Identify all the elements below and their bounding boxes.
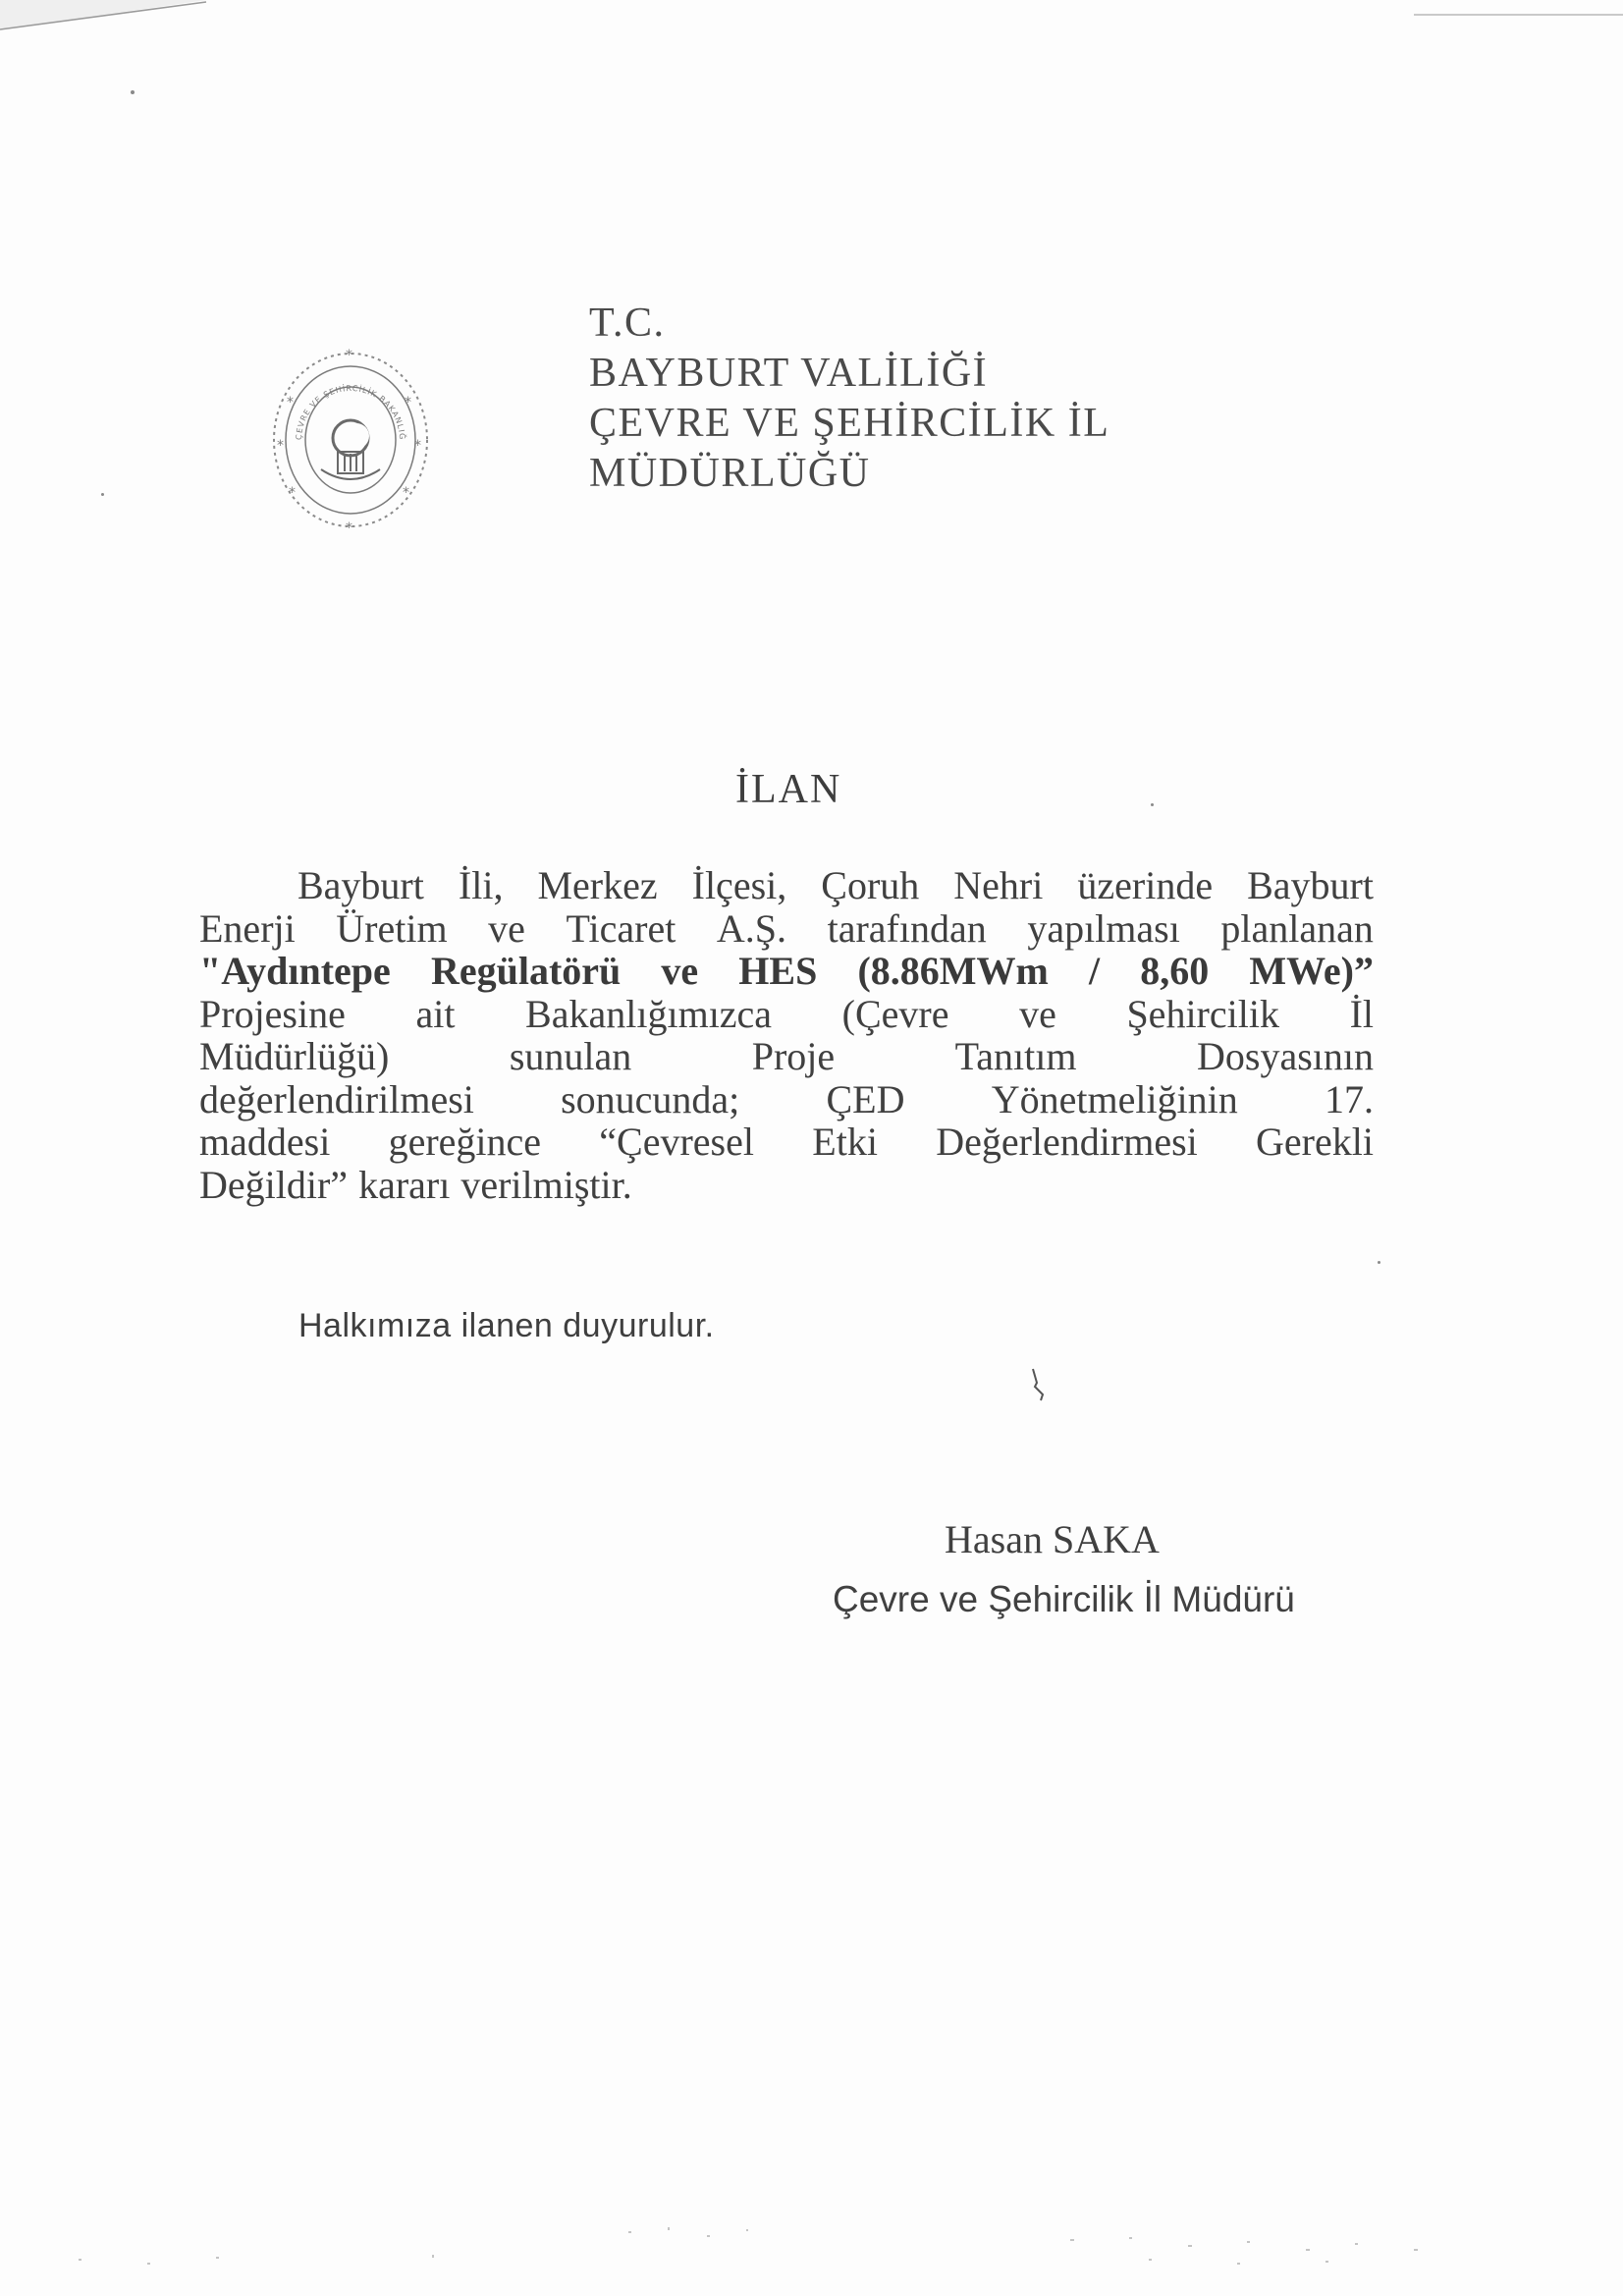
body-line-5: [199, 1035, 1374, 1078]
body-word: A.Ş.: [716, 905, 787, 951]
body-word: Bakanlığımızca: [525, 991, 773, 1036]
body-word: ait: [415, 991, 456, 1036]
scan-speck: [101, 493, 104, 496]
body-word: üzerinde: [1077, 863, 1214, 907]
body-word: HES: [738, 949, 818, 993]
body-word: değerlendirilmesi: [199, 1076, 474, 1121]
body-word: ve: [1019, 991, 1056, 1036]
body-line-6: [199, 1078, 1374, 1121]
body-word: kararı: [358, 1162, 451, 1207]
body-word: Bayburt: [1247, 863, 1374, 907]
body-word: verilmiştir.: [460, 1162, 632, 1207]
scan-speck: [1378, 1261, 1380, 1264]
body-word: İli,: [458, 863, 504, 907]
notice-body: [199, 864, 1374, 1206]
body-word: Şehircilik: [1126, 991, 1279, 1036]
body-word: Merkez: [537, 863, 658, 907]
body-word: (8.86MWm: [857, 949, 1049, 993]
body-word: 17.: [1324, 1076, 1374, 1121]
notice-title: İLAN: [735, 767, 842, 812]
body-word: Projesine: [199, 991, 346, 1036]
scan-bleed-through: [59, 2219, 1532, 2278]
svg-text:*: *: [346, 520, 352, 536]
body-word: ve: [488, 905, 525, 951]
body-word: sunulan: [509, 1034, 632, 1078]
body-word: Enerji: [199, 905, 296, 951]
ministry-seal-icon: [267, 342, 434, 538]
body-word: Nehri: [953, 863, 1044, 907]
body-word: Yönetmeliğinin: [991, 1076, 1238, 1121]
body-line-7: [199, 1121, 1374, 1164]
letterhead-line-directorate: ÇEVRE VE ŞEHİRCİLİK İL: [589, 401, 1110, 446]
body-word: Bayburt: [298, 863, 424, 907]
closing-line: Halkımıza ilanen duyurulur.: [298, 1307, 715, 1344]
letterhead-line-governorship: BAYBURT VALİLİĞİ: [589, 351, 989, 396]
body-word: Regülatörü: [430, 949, 622, 993]
letterhead: [589, 299, 1109, 499]
body-word: planlanan: [1220, 905, 1374, 951]
body-word: Müdürlüğü): [199, 1034, 390, 1078]
svg-text:*: *: [405, 395, 411, 410]
body-word: 8,60: [1140, 949, 1210, 993]
body-word: "Aydıntepe: [199, 949, 391, 993]
svg-text:*: *: [414, 438, 421, 454]
body-line-1: [199, 864, 1374, 907]
body-line-2: [199, 907, 1374, 951]
body-word: İlçesi,: [691, 863, 787, 907]
body-word: MWe)”: [1249, 949, 1374, 993]
svg-text:*: *: [277, 438, 284, 454]
body-word: Proje: [751, 1034, 836, 1078]
signer-title: Çevre ve Şehircilik İl Müdürü: [833, 1579, 1295, 1619]
body-word: tarafından: [827, 905, 987, 951]
body-word: yapılması: [1027, 905, 1180, 951]
pen-tick-mark: [1029, 1365, 1049, 1404]
body-word: Ticaret: [566, 905, 676, 951]
body-word: (Çevre: [841, 991, 949, 1036]
svg-text:*: *: [403, 485, 409, 501]
body-word: ÇED: [826, 1076, 905, 1121]
body-word: gereğince: [388, 1120, 542, 1164]
body-word: sonucunda;: [561, 1076, 740, 1121]
svg-text:*: *: [287, 395, 294, 410]
svg-text:*: *: [346, 348, 352, 363]
letterhead-line-directorate-cont: MÜDÜRLÜĞÜ: [589, 451, 871, 496]
body-word: Gerekli: [1256, 1120, 1374, 1164]
svg-text:*: *: [289, 485, 296, 501]
scan-corner-artifact: [0, 0, 236, 59]
body-word: Dosyasının: [1197, 1034, 1374, 1078]
body-word: “Çevresel: [599, 1120, 754, 1164]
body-word: Tanıtım: [954, 1034, 1077, 1078]
body-word: Çoruh: [821, 863, 920, 907]
body-word: /: [1088, 949, 1101, 993]
scan-speck: [131, 90, 135, 94]
scan-speck: [1151, 803, 1154, 806]
body-word: maddesi: [199, 1120, 331, 1164]
signer-name: Hasan SAKA: [945, 1517, 1160, 1561]
body-line-3-project-name: [199, 950, 1374, 993]
body-word: Üretim: [336, 905, 448, 951]
body-word: Değildir”: [199, 1162, 349, 1207]
body-word: İl: [1349, 991, 1374, 1036]
letterhead-line-tc: T.C.: [589, 301, 666, 346]
body-line-4: [199, 993, 1374, 1036]
seal-text: ÇEVRE VE ŞEHİRCİLİK BAKANLIĞ: [294, 383, 407, 441]
scan-edge-line: [1414, 14, 1623, 16]
body-line-8: [199, 1164, 1374, 1207]
body-word: ve: [661, 949, 699, 993]
body-word: Değerlendirmesi: [936, 1120, 1198, 1164]
body-word: Etki: [812, 1120, 878, 1164]
